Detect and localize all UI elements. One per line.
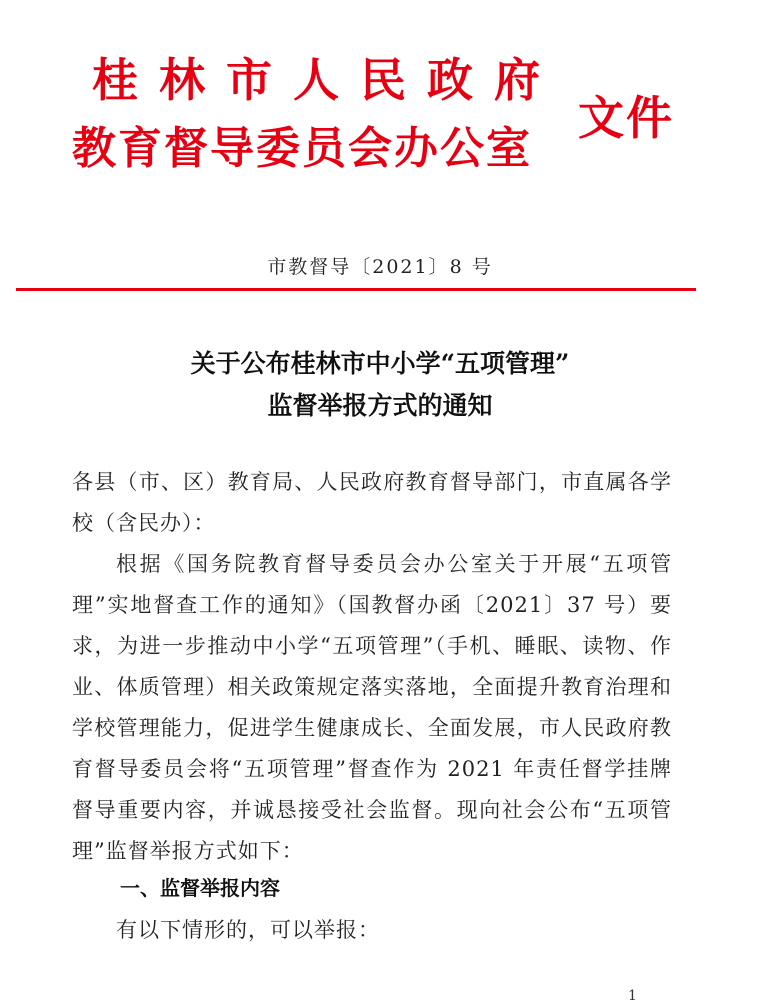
red-divider bbox=[16, 288, 696, 291]
body-paragraph-2: 有以下情形的，可以举报： bbox=[116, 918, 380, 942]
document-number: 市教督导〔2021〕8 号 bbox=[267, 256, 493, 278]
issuer-name-line1: 桂林市人民政府 bbox=[92, 53, 561, 107]
body-paragraph-1: 根据《国务院教育督导委员会办公室关于开展“五项管理”实地督查工作的通知》（国教督办函〔2021〕37 号）要求，为进一步推动中小学“五项管理”（手机、睡眠、读物、作业、体质管理）相关政策规定落实落地，全面提升教育治理和学校管理能力，促进学生健康成长、全面发展，市人民政府教育督导委员会将“五项管理”督查作为 2021 年责任督学挂牌督导重要内容，并诚恳接受社会监督。现向社会公布“五项管理”监督举报方式如下： bbox=[72, 552, 672, 863]
issuer-name-line2: 教育督导委员会办公室 bbox=[72, 123, 532, 174]
page-number: 1 bbox=[628, 988, 637, 1004]
document-title-line1: 关于公布桂林市中小学“五项管理” bbox=[190, 349, 570, 378]
document-type-label: 文件 bbox=[578, 91, 674, 145]
document-title-line2: 监督举报方式的通知 bbox=[267, 391, 493, 420]
section-heading-1: 一、监督举报内容 bbox=[120, 876, 280, 900]
salutation: 各县（市、区）教育局、人民政府教育督导部门，市直属各学校（含民办）： bbox=[72, 470, 672, 535]
